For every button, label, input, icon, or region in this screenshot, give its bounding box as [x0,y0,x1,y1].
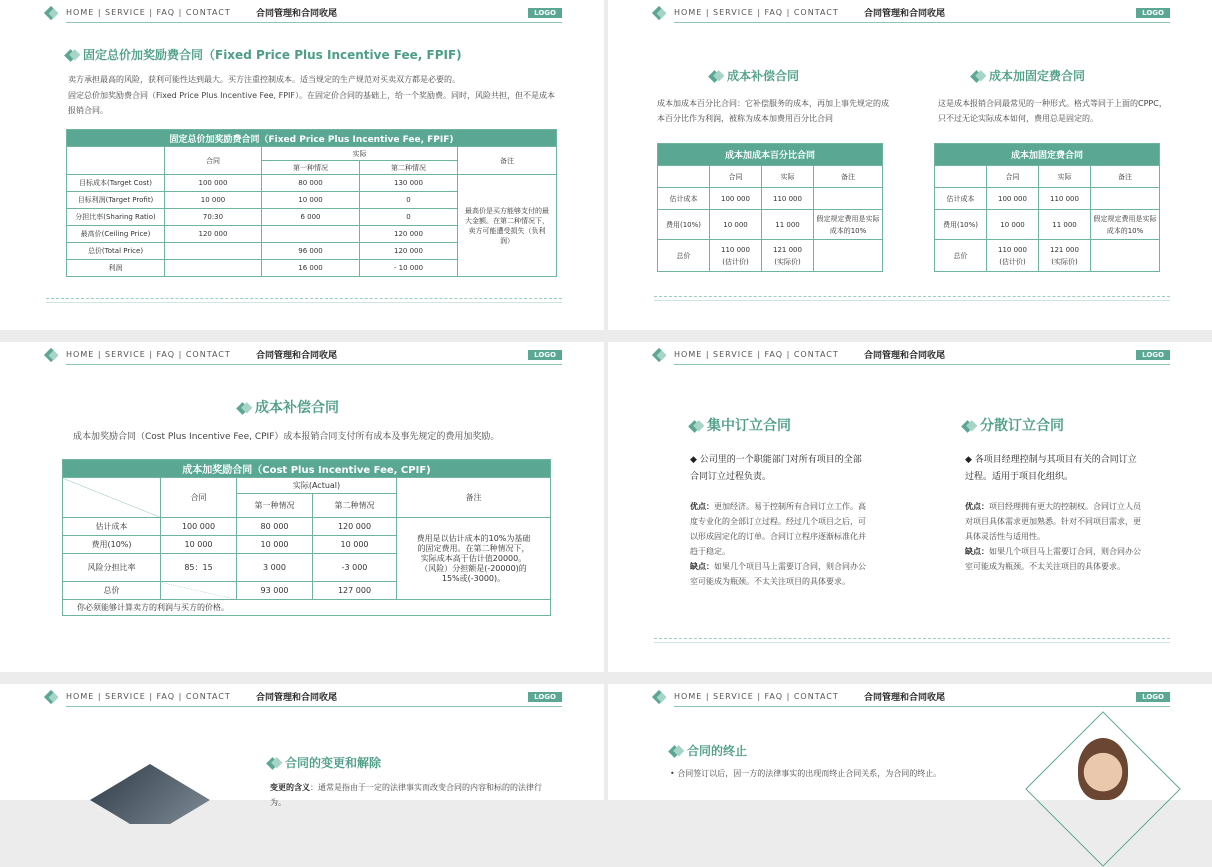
table-header: 第一种情况 [237,494,313,518]
cpif-table [62,459,551,616]
header-divider [66,364,562,365]
table-row [63,518,551,536]
section-title: 固定总价加奖励费合同（Fixed Price Plus Incentive Fee, FPIF) [66,46,462,63]
paragraph: 固定总价加奖励费合同（Fixed Price Plus Incentive Fee, FPIF）。在固定价合同的基础上，给一个奖励费。同时，风险共担，但不是成本报销合同。 [68,91,556,115]
cell: 80 000 [262,175,360,192]
section-title: 成本加固定费合同 [972,67,1085,84]
section-title: 合同的变更和解除 [268,754,381,771]
pros-cons: 优点：更加经济。易于控制所有合同订立工作。高度专业化的全部订立过程。经过几个项目之后，可以形成固定化的订单。合同订立程序逐渐标准化并趋于稳定。 缺点：如果几个项目马上需要订合同，则合同办公室可能成为瓶颈。不太关注项目的具体要求。 [690,502,866,586]
cell: 10 000 [710,210,762,240]
cell: 11 000 [1039,210,1091,240]
row-label: 估计成本 [63,518,161,536]
table-corner [935,166,987,188]
diamond-icon [236,402,249,415]
slide-header [608,684,1212,710]
row-label: 估计成本 [935,188,987,210]
slide-header [608,0,1212,26]
footer-divider [654,638,1170,639]
header-title: 合同管理和合同收尾 [864,9,946,19]
cell [1091,188,1160,210]
cell: 120 000 [360,243,458,260]
diamond-icon [64,49,77,62]
paragraph: 这是成本报销合同最常见的一种形式。格式等同于上面的CPPC， 只不过无论实际成本如何，费用总是固定的。 [938,99,1167,123]
section-title: 成本补偿合同 [238,397,339,417]
section-title: 合同的终止 [670,742,747,759]
cell: 110 000 [762,188,814,210]
table-note: 最高价是买方能够支付的最大金额。在第二种情况下，卖方可能遭受损失（负利润） [458,175,557,277]
footer-divider [654,642,1170,643]
table-row [67,175,557,192]
slide-contract-change [0,684,604,807]
slide-cost-reimbursable [608,0,1212,330]
cell: 93 000 [237,582,313,600]
cell [262,226,360,243]
table-row [658,188,883,210]
row-label: 总价 [935,240,987,272]
header-title: 合同管理和合同收尾 [256,351,338,361]
table-corner [658,166,710,188]
cell: 120 000 [313,518,397,536]
table-caption: 成本加成本百分比合同 [658,144,883,166]
cell: 130 000 [360,175,458,192]
row-label: 总价 [63,582,161,600]
table-caption: 固定总价加奖励费合同（Fixed Price Plus Incentive Fee, FPIF) [67,130,557,147]
header-divider [674,706,1170,707]
header-title: 合同管理和合同收尾 [256,9,338,19]
footer-divider [46,298,562,299]
slide-header [608,342,1212,368]
business-photo [90,764,210,824]
portrait [1078,738,1128,800]
slide-header [0,342,604,368]
section-title: 集中订立合同 [690,415,791,435]
header-nav[interactable]: HOME | SERVICE | FAQ | CONTACT [674,350,839,359]
table-header: 备注 [814,166,883,188]
cell: 121 000 (实际价) [1039,240,1091,272]
table-row [658,240,883,272]
cell: -3 000 [313,554,397,582]
cell [165,260,262,277]
diamond-icon [961,420,974,433]
table-row [935,188,1160,210]
cell: 110 000 (估计价) [987,240,1039,272]
slide-header [0,684,604,710]
table-header: 第二种情况 [360,161,458,175]
row-label: 费用(10%) [63,536,161,554]
table-note: 费用是以估计成本的10%为基础的固定费用。在第二种情况下，实际成本高于估计值20000。（风险）分担额是(-20000)的15%或(-3000)。 [397,518,551,600]
bullet: • 合同签订以后，因一方的法律事实的出现而终止合同关系，为合同的终止。 [670,769,942,778]
slide-procurement-org [608,342,1212,672]
slide-header [0,0,604,26]
cpff-table [934,143,1160,272]
paragraph: 变更的含义：通常是指由于一定的法律事实而改变合同的内容和标的的法律行为。 [270,783,542,807]
cell: 120 000 [360,226,458,243]
cell [1091,240,1160,272]
cppc-table [657,143,883,272]
cell: 0 [360,209,458,226]
row-label: 目标成本(Target Cost) [67,175,165,192]
diamond-icon [708,70,721,83]
logo: LOGO [1136,8,1170,18]
row-label: 总价(Total Price) [67,243,165,260]
slide-fpif [0,0,604,330]
cell [165,243,262,260]
row-label: 目标利润(Target Profit) [67,192,165,209]
cell: 6 000 [262,209,360,226]
table-caption: 成本加固定费合同 [935,144,1160,166]
cell: 96 000 [262,243,360,260]
cell: 120 000 [165,226,262,243]
header-nav[interactable]: HOME | SERVICE | FAQ | CONTACT [66,8,231,17]
table-row [935,240,1160,272]
cell: 70:30 [165,209,262,226]
table-corner [67,147,165,175]
cell: 121 000 (实际价) [762,240,814,272]
table-header: 合同 [165,147,262,175]
cell: 16 000 [262,260,360,277]
diamond-icon [668,745,681,758]
cell: 0 [360,192,458,209]
footer-divider [654,296,1170,297]
table-row [658,210,883,240]
diamond-icon [688,420,701,433]
row-label: 分担比率(Sharing Ratio) [67,209,165,226]
logo: LOGO [528,692,562,702]
row-label: 费用(10%) [658,210,710,240]
header-divider [674,364,1170,365]
footer-divider [46,302,562,303]
table-row [63,600,551,616]
table-header: 第二种情况 [313,494,397,518]
table-row [935,210,1160,240]
cell [814,240,883,272]
cell: 110 000 [1039,188,1091,210]
cell: 127 000 [313,582,397,600]
table-header: 实际 [762,166,814,188]
table-caption: 成本加奖励合同（Cost Plus Incentive Fee, CPIF) [63,460,551,478]
slide-cpif [0,342,604,672]
cell: 100 000 [165,175,262,192]
header-title: 合同管理和合同收尾 [864,351,946,361]
table-corner [63,478,161,518]
logo: LOGO [528,8,562,18]
bullet: ◆ 公司里的一个职能部门对所有项目的全部合同订立过程负责。 [690,455,862,482]
header-divider [66,706,562,707]
woman-photo [1048,734,1158,814]
cell: 10 000 [987,210,1039,240]
slide-contract-termination [608,684,1212,800]
table-header: 实际 [1039,166,1091,188]
paragraph: 卖方承担最高的风险，获利可能性达到最大。买方注重控制成本。适当规定的生产规范对买卖双方都是必要的。 [68,75,460,84]
header-title: 合同管理和合同收尾 [256,693,338,703]
cell: 100 000 [710,188,762,210]
cell: 100 000 [987,188,1039,210]
diamond-icon [266,757,279,770]
pros-cons: 优点：项目经理拥有更大的控制权。合同订立人员对项目具体需求更加熟悉。针对不同项目需求，更具体灵活性与适用性。 缺点：如果几个项目马上需要订合同，则合同办公室可能成为瓶颈。不太关注项目的具体要求。 [965,502,1141,571]
row-label: 估计成本 [658,188,710,210]
row-label: 最高价(Ceiling Price) [67,226,165,243]
row-label: 风险分担比率 [63,554,161,582]
table-header: 实际 [262,147,458,161]
table-header: 备注 [458,147,557,175]
row-label: 利润 [67,260,165,277]
header-title: 合同管理和合同收尾 [864,693,946,703]
table-header: 合同 [710,166,762,188]
cell: 10 000 [262,192,360,209]
cell: 3 000 [237,554,313,582]
table-note: 假定规定费用是实际成本的10% [814,210,883,240]
cell [161,582,237,600]
fpif-table [66,129,557,277]
cell: 85：15 [161,554,237,582]
cell: 11 000 [762,210,814,240]
cell [814,188,883,210]
table-header: 第一种情况 [262,161,360,175]
header-nav[interactable]: HOME | SERVICE | FAQ | CONTACT [66,692,231,701]
table-note: 假定规定费用是实际成本的10% [1091,210,1160,240]
cell: 10 000 [161,536,237,554]
header-nav[interactable]: HOME | SERVICE | FAQ | CONTACT [674,692,839,701]
row-label: 总价 [658,240,710,272]
header-divider [66,22,562,23]
header-nav[interactable]: HOME | SERVICE | FAQ | CONTACT [674,8,839,17]
bullet: ◆ 各项目经理控制与其项目有关的合同订立过程。适用于项目化组织。 [965,455,1137,482]
paragraph: 成本加奖励合同（Cost Plus Incentive Fee, CPIF）成本报销合同支付所有成本及事先规定的费用加奖励。 [73,432,500,442]
logo: LOGO [528,350,562,360]
diamond-icon [970,70,983,83]
table-footer-note: 你必须能够计算卖方的利润与买方的价格。 [63,600,551,616]
cell: 10 000 [313,536,397,554]
header-divider [674,22,1170,23]
paragraph: 成本加成本百分比合同：它补偿服务的成本，再加上事先规定的成本百分比作为利润，被称为成本加费用百分比合同 [657,99,889,123]
footer-divider [654,300,1170,301]
cell: 10 000 [165,192,262,209]
table-header: 备注 [397,478,551,518]
section-title: 成本补偿合同 [710,67,799,84]
logo: LOGO [1136,692,1170,702]
cell: 100 000 [161,518,237,536]
cell: 80 000 [237,518,313,536]
table-header: 实际(Actual) [237,478,397,494]
row-label: 费用(10%) [935,210,987,240]
table-header: 合同 [987,166,1039,188]
table-header: 备注 [1091,166,1160,188]
section-title: 分散订立合同 [963,415,1064,435]
cell: 110 000 (估计价) [710,240,762,272]
logo: LOGO [1136,350,1170,360]
cell: - 10 000 [360,260,458,277]
table-header: 合同 [161,478,237,518]
cell: 10 000 [237,536,313,554]
header-nav[interactable]: HOME | SERVICE | FAQ | CONTACT [66,350,231,359]
